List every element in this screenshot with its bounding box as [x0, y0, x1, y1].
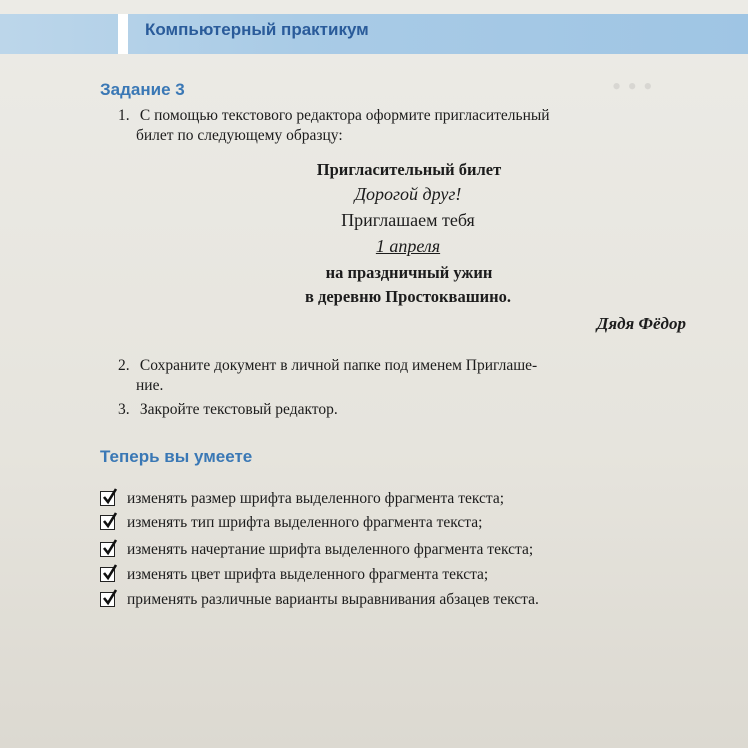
task-item-2-line-2: ние. — [136, 377, 164, 394]
invitation-signature: Дядя Фёдор — [596, 314, 686, 333]
invitation-invite: Приглашаем тебя — [341, 210, 475, 230]
invitation-title: Пригласительный билет — [316, 160, 502, 179]
task-title: Задание 3 — [100, 80, 185, 99]
checkbox-checked-icon — [100, 567, 115, 582]
task-item-1-line-1: С помощью текстового редактора оформите пригласительный — [139, 107, 550, 124]
skill-item-3-text: изменять начертание шрифта выделенного фрагмента текста; — [127, 541, 534, 558]
task-item-3 — [118, 400, 338, 420]
header-stripe — [118, 14, 128, 54]
skill-item-1-text: изменять размер шрифта выделенного фрагмента текста; — [127, 490, 505, 507]
task-item-2-cont — [136, 376, 163, 396]
invitation-place: в деревню Простоквашино. — [304, 287, 512, 306]
task-item-3-line-1: Закройте текстовый редактор. — [139, 401, 338, 418]
task-item-2 — [118, 356, 537, 376]
skill-item-2-text: изменять тип шрифта выделенного фрагмента текста; — [127, 514, 483, 531]
skills-title: Теперь вы умеете — [100, 447, 253, 466]
checkbox-checked-icon — [100, 542, 115, 557]
skill-item-4-text: изменять цвет шрифта выделенного фрагмента текста; — [127, 566, 489, 583]
task-item-1-line-2: билет по следующему образцу: — [136, 127, 343, 144]
task-item-1-number: 1. — [118, 107, 130, 124]
task-item-1-cont — [136, 126, 343, 146]
checkbox-checked-icon — [100, 592, 115, 607]
header-banner — [0, 14, 748, 54]
task-item-2-line-1: Сохраните документ в личной папке под именем Приглаше- — [139, 357, 538, 374]
checkbox-checked-icon — [100, 491, 115, 506]
skill-item-5-text: применять различные варианты выравнивания абзацев текста. — [127, 591, 539, 608]
header-title: Компьютерный практикум — [145, 20, 369, 39]
task-item-2-number: 2. — [118, 357, 130, 374]
bleed-text: • • • — [612, 72, 653, 101]
invitation-date: 1 апреля — [375, 236, 441, 256]
invitation-event: на праздничный ужин — [325, 263, 493, 282]
invitation-greeting: Дорогой друг! — [354, 184, 462, 204]
checkbox-checked-icon — [100, 515, 115, 530]
task-item-1 — [118, 106, 550, 126]
task-item-3-number: 3. — [118, 401, 130, 418]
